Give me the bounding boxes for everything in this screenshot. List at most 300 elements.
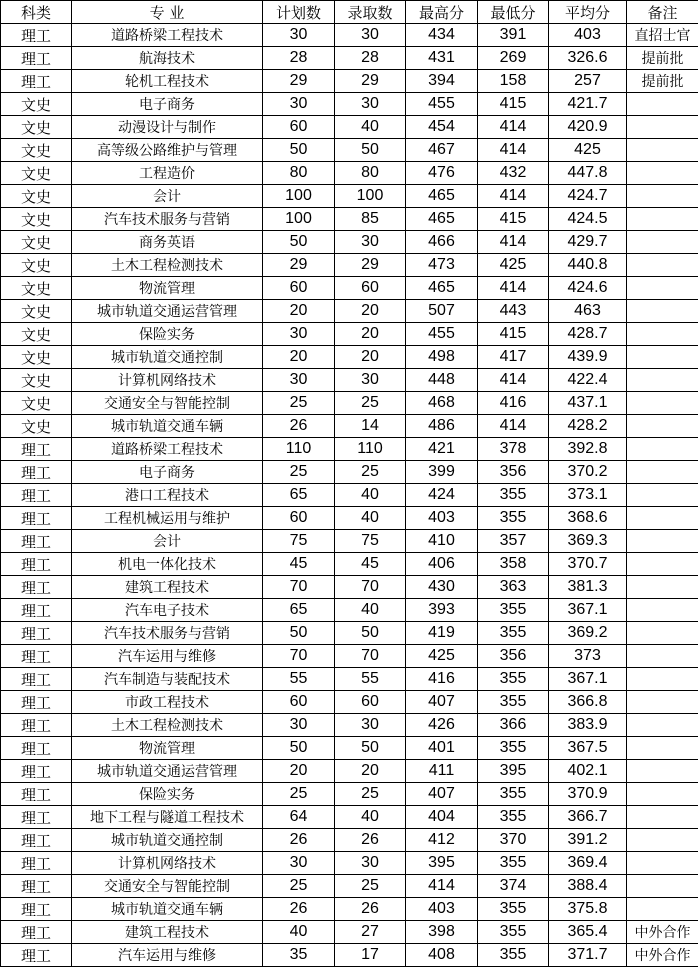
- cell-admitted-count: 28: [335, 47, 406, 70]
- cell-plan-count: 55: [263, 668, 335, 691]
- cell-average-score: 381.3: [549, 576, 627, 599]
- cell-category: 文史: [1, 93, 72, 116]
- cell-highest-score: 455: [406, 93, 478, 116]
- cell-plan-count: 20: [263, 760, 335, 783]
- cell-average-score: 366.8: [549, 691, 627, 714]
- cell-average-score: 424.6: [549, 277, 627, 300]
- cell-plan-count: 50: [263, 139, 335, 162]
- table-row: [1, 323, 698, 346]
- cell-remarks: [627, 369, 698, 392]
- cell-highest-score: 407: [406, 783, 478, 806]
- cell-plan-count: 60: [263, 277, 335, 300]
- cell-lowest-score: 414: [478, 185, 549, 208]
- cell-remarks: [627, 116, 698, 139]
- cell-highest-score: 476: [406, 162, 478, 185]
- cell-average-score: 369.4: [549, 852, 627, 875]
- cell-average-score: 402.1: [549, 760, 627, 783]
- cell-major: 汽车技术服务与营销: [72, 622, 263, 645]
- cell-plan-count: 26: [263, 829, 335, 852]
- cell-admitted-count: 110: [335, 438, 406, 461]
- cell-plan-count: 60: [263, 116, 335, 139]
- cell-category: 理工: [1, 461, 72, 484]
- cell-plan-count: 70: [263, 576, 335, 599]
- cell-admitted-count: 17: [335, 944, 406, 967]
- cell-average-score: 367.1: [549, 668, 627, 691]
- cell-remarks: [627, 829, 698, 852]
- cell-plan-count: 25: [263, 392, 335, 415]
- table-row: [1, 645, 698, 668]
- cell-admitted-count: 20: [335, 300, 406, 323]
- cell-highest-score: 403: [406, 898, 478, 921]
- cell-average-score: 392.8: [549, 438, 627, 461]
- cell-highest-score: 424: [406, 484, 478, 507]
- cell-lowest-score: 355: [478, 668, 549, 691]
- cell-lowest-score: 356: [478, 461, 549, 484]
- cell-highest-score: 465: [406, 185, 478, 208]
- cell-average-score: 463: [549, 300, 627, 323]
- cell-admitted-count: 30: [335, 852, 406, 875]
- cell-average-score: 366.7: [549, 806, 627, 829]
- cell-category: 理工: [1, 507, 72, 530]
- cell-remarks: 中外合作: [627, 921, 698, 944]
- cell-admitted-count: 20: [335, 760, 406, 783]
- cell-highest-score: 473: [406, 254, 478, 277]
- cell-highest-score: 416: [406, 668, 478, 691]
- cell-category: 理工: [1, 645, 72, 668]
- cell-average-score: 257: [549, 70, 627, 93]
- cell-category: 文史: [1, 116, 72, 139]
- cell-average-score: 371.7: [549, 944, 627, 967]
- cell-major: 电子商务: [72, 461, 263, 484]
- cell-category: 理工: [1, 944, 72, 967]
- cell-remarks: [627, 553, 698, 576]
- cell-highest-score: 425: [406, 645, 478, 668]
- cell-average-score: 373: [549, 645, 627, 668]
- table-row: [1, 300, 698, 323]
- cell-average-score: 424.7: [549, 185, 627, 208]
- cell-major: 城市轨道交通运营管理: [72, 300, 263, 323]
- cell-admitted-count: 45: [335, 553, 406, 576]
- cell-admitted-count: 30: [335, 714, 406, 737]
- cell-category: 文史: [1, 231, 72, 254]
- cell-category: 理工: [1, 898, 72, 921]
- cell-category: 文史: [1, 139, 72, 162]
- cell-plan-count: 28: [263, 47, 335, 70]
- table-row: [1, 208, 698, 231]
- cell-admitted-count: 40: [335, 507, 406, 530]
- cell-average-score: 373.1: [549, 484, 627, 507]
- cell-highest-score: 407: [406, 691, 478, 714]
- cell-lowest-score: 355: [478, 507, 549, 530]
- cell-major: 汽车电子技术: [72, 599, 263, 622]
- cell-major: 土木工程检测技术: [72, 714, 263, 737]
- cell-lowest-score: 415: [478, 93, 549, 116]
- cell-major: 工程机械运用与维护: [72, 507, 263, 530]
- cell-category: 文史: [1, 300, 72, 323]
- cell-remarks: [627, 852, 698, 875]
- cell-major: 城市轨道交通车辆: [72, 898, 263, 921]
- cell-plan-count: 64: [263, 806, 335, 829]
- cell-lowest-score: 269: [478, 47, 549, 70]
- cell-average-score: 447.8: [549, 162, 627, 185]
- cell-average-score: 367.5: [549, 737, 627, 760]
- cell-average-score: 370.2: [549, 461, 627, 484]
- cell-highest-score: 408: [406, 944, 478, 967]
- cell-lowest-score: 425: [478, 254, 549, 277]
- table-row: [1, 875, 698, 898]
- cell-lowest-score: 357: [478, 530, 549, 553]
- cell-highest-score: 414: [406, 875, 478, 898]
- cell-major: 道路桥梁工程技术: [72, 438, 263, 461]
- cell-category: 理工: [1, 875, 72, 898]
- cell-lowest-score: 414: [478, 231, 549, 254]
- cell-plan-count: 30: [263, 714, 335, 737]
- cell-major: 汽车运用与维修: [72, 944, 263, 967]
- cell-average-score: 428.2: [549, 415, 627, 438]
- cell-highest-score: 454: [406, 116, 478, 139]
- cell-remarks: [627, 530, 698, 553]
- table-row: [1, 783, 698, 806]
- cell-admitted-count: 29: [335, 254, 406, 277]
- cell-average-score: 421.7: [549, 93, 627, 116]
- cell-average-score: 428.7: [549, 323, 627, 346]
- cell-lowest-score: 432: [478, 162, 549, 185]
- cell-remarks: 提前批: [627, 70, 698, 93]
- cell-plan-count: 80: [263, 162, 335, 185]
- cell-lowest-score: 355: [478, 852, 549, 875]
- cell-major: 交通安全与智能控制: [72, 875, 263, 898]
- cell-admitted-count: 40: [335, 116, 406, 139]
- cell-highest-score: 412: [406, 829, 478, 852]
- cell-category: 理工: [1, 691, 72, 714]
- cell-highest-score: 465: [406, 208, 478, 231]
- cell-plan-count: 20: [263, 300, 335, 323]
- cell-average-score: 365.4: [549, 921, 627, 944]
- cell-plan-count: 40: [263, 921, 335, 944]
- cell-admitted-count: 25: [335, 461, 406, 484]
- table-row: [1, 369, 698, 392]
- cell-lowest-score: 443: [478, 300, 549, 323]
- cell-remarks: [627, 576, 698, 599]
- cell-admitted-count: 50: [335, 737, 406, 760]
- table-row: [1, 47, 698, 70]
- cell-lowest-score: 370: [478, 829, 549, 852]
- cell-lowest-score: 374: [478, 875, 549, 898]
- cell-admitted-count: 50: [335, 622, 406, 645]
- cell-lowest-score: 391: [478, 24, 549, 47]
- header-row: [1, 1, 698, 24]
- cell-category: 文史: [1, 369, 72, 392]
- cell-lowest-score: 355: [478, 622, 549, 645]
- cell-remarks: [627, 93, 698, 116]
- cell-lowest-score: 414: [478, 116, 549, 139]
- cell-plan-count: 25: [263, 875, 335, 898]
- cell-remarks: [627, 461, 698, 484]
- cell-remarks: [627, 254, 698, 277]
- cell-highest-score: 411: [406, 760, 478, 783]
- cell-plan-count: 50: [263, 737, 335, 760]
- cell-major: 轮机工程技术: [72, 70, 263, 93]
- cell-remarks: [627, 392, 698, 415]
- cell-admitted-count: 30: [335, 93, 406, 116]
- cell-admitted-count: 60: [335, 691, 406, 714]
- cell-lowest-score: 355: [478, 921, 549, 944]
- cell-major: 计算机网络技术: [72, 369, 263, 392]
- table-row: [1, 599, 698, 622]
- cell-lowest-score: 358: [478, 553, 549, 576]
- table-row: [1, 231, 698, 254]
- cell-average-score: 440.8: [549, 254, 627, 277]
- cell-category: 理工: [1, 760, 72, 783]
- cell-category: 理工: [1, 806, 72, 829]
- cell-remarks: [627, 484, 698, 507]
- table-row: [1, 185, 698, 208]
- table-row: [1, 116, 698, 139]
- cell-lowest-score: 355: [478, 737, 549, 760]
- cell-admitted-count: 25: [335, 875, 406, 898]
- table-row: [1, 760, 698, 783]
- cell-lowest-score: 378: [478, 438, 549, 461]
- cell-major: 会计: [72, 185, 263, 208]
- cell-major: 土木工程检测技术: [72, 254, 263, 277]
- cell-major: 机电一体化技术: [72, 553, 263, 576]
- cell-admitted-count: 20: [335, 323, 406, 346]
- cell-admitted-count: 70: [335, 645, 406, 668]
- cell-highest-score: 431: [406, 47, 478, 70]
- cell-highest-score: 410: [406, 530, 478, 553]
- cell-highest-score: 468: [406, 392, 478, 415]
- cell-category: 文史: [1, 392, 72, 415]
- cell-category: 文史: [1, 185, 72, 208]
- cell-lowest-score: 414: [478, 277, 549, 300]
- cell-lowest-score: 363: [478, 576, 549, 599]
- cell-admitted-count: 75: [335, 530, 406, 553]
- cell-admitted-count: 25: [335, 392, 406, 415]
- cell-remarks: [627, 691, 698, 714]
- cell-major: 城市轨道交通控制: [72, 829, 263, 852]
- cell-admitted-count: 30: [335, 369, 406, 392]
- cell-category: 理工: [1, 553, 72, 576]
- cell-category: 理工: [1, 668, 72, 691]
- cell-plan-count: 30: [263, 369, 335, 392]
- cell-average-score: 439.9: [549, 346, 627, 369]
- cell-admitted-count: 55: [335, 668, 406, 691]
- cell-remarks: 提前批: [627, 47, 698, 70]
- cell-average-score: 403: [549, 24, 627, 47]
- cell-major: 建筑工程技术: [72, 576, 263, 599]
- table-row: [1, 622, 698, 645]
- cell-major: 保险实务: [72, 323, 263, 346]
- cell-major: 物流管理: [72, 737, 263, 760]
- table-row: [1, 93, 698, 116]
- cell-highest-score: 403: [406, 507, 478, 530]
- table-row: [1, 461, 698, 484]
- cell-admitted-count: 40: [335, 599, 406, 622]
- cell-lowest-score: 355: [478, 484, 549, 507]
- cell-admitted-count: 60: [335, 277, 406, 300]
- table-row: [1, 944, 698, 967]
- cell-remarks: [627, 737, 698, 760]
- cell-highest-score: 401: [406, 737, 478, 760]
- cell-category: 文史: [1, 162, 72, 185]
- cell-major: 建筑工程技术: [72, 921, 263, 944]
- cell-highest-score: 404: [406, 806, 478, 829]
- cell-lowest-score: 355: [478, 783, 549, 806]
- table-row: [1, 530, 698, 553]
- cell-category: 理工: [1, 70, 72, 93]
- cell-remarks: [627, 231, 698, 254]
- cell-lowest-score: 158: [478, 70, 549, 93]
- table-row: [1, 254, 698, 277]
- header-average-score: 平均分: [549, 1, 627, 24]
- header-admitted-count: 录取数: [335, 1, 406, 24]
- cell-plan-count: 30: [263, 323, 335, 346]
- cell-remarks: [627, 714, 698, 737]
- table-row: [1, 737, 698, 760]
- cell-plan-count: 25: [263, 461, 335, 484]
- cell-category: 理工: [1, 24, 72, 47]
- header-lowest-score: 最低分: [478, 1, 549, 24]
- cell-plan-count: 45: [263, 553, 335, 576]
- cell-lowest-score: 366: [478, 714, 549, 737]
- table-row: [1, 484, 698, 507]
- cell-lowest-score: 414: [478, 369, 549, 392]
- cell-lowest-score: 414: [478, 415, 549, 438]
- cell-lowest-score: 416: [478, 392, 549, 415]
- cell-plan-count: 70: [263, 645, 335, 668]
- cell-plan-count: 35: [263, 944, 335, 967]
- cell-average-score: 429.7: [549, 231, 627, 254]
- table-row: [1, 24, 698, 47]
- cell-average-score: 326.6: [549, 47, 627, 70]
- cell-major: 港口工程技术: [72, 484, 263, 507]
- cell-remarks: [627, 645, 698, 668]
- header-remarks: 备注: [627, 1, 698, 24]
- cell-category: 理工: [1, 622, 72, 645]
- cell-highest-score: 498: [406, 346, 478, 369]
- cell-average-score: 420.9: [549, 116, 627, 139]
- table-row: [1, 277, 698, 300]
- cell-highest-score: 394: [406, 70, 478, 93]
- cell-remarks: [627, 277, 698, 300]
- cell-highest-score: 406: [406, 553, 478, 576]
- cell-major: 电子商务: [72, 93, 263, 116]
- cell-plan-count: 29: [263, 254, 335, 277]
- header-major: 专 业: [72, 1, 263, 24]
- cell-remarks: [627, 668, 698, 691]
- cell-remarks: [627, 806, 698, 829]
- cell-category: 文史: [1, 277, 72, 300]
- table-row: [1, 553, 698, 576]
- cell-plan-count: 110: [263, 438, 335, 461]
- cell-admitted-count: 26: [335, 898, 406, 921]
- cell-average-score: 391.2: [549, 829, 627, 852]
- cell-highest-score: 419: [406, 622, 478, 645]
- cell-highest-score: 395: [406, 852, 478, 875]
- cell-highest-score: 467: [406, 139, 478, 162]
- cell-category: 理工: [1, 921, 72, 944]
- table-row: [1, 898, 698, 921]
- cell-plan-count: 26: [263, 415, 335, 438]
- cell-highest-score: 448: [406, 369, 478, 392]
- cell-plan-count: 25: [263, 783, 335, 806]
- cell-plan-count: 60: [263, 691, 335, 714]
- cell-major: 高等级公路维护与管理: [72, 139, 263, 162]
- cell-highest-score: 430: [406, 576, 478, 599]
- table-row: [1, 139, 698, 162]
- cell-plan-count: 50: [263, 231, 335, 254]
- cell-category: 文史: [1, 254, 72, 277]
- cell-major: 商务英语: [72, 231, 263, 254]
- cell-category: 文史: [1, 415, 72, 438]
- cell-category: 理工: [1, 783, 72, 806]
- table-row: [1, 921, 698, 944]
- cell-plan-count: 100: [263, 208, 335, 231]
- table-row: [1, 829, 698, 852]
- cell-average-score: 375.8: [549, 898, 627, 921]
- header-highest-score: 最高分: [406, 1, 478, 24]
- cell-highest-score: 421: [406, 438, 478, 461]
- cell-plan-count: 29: [263, 70, 335, 93]
- cell-category: 理工: [1, 530, 72, 553]
- cell-average-score: 425: [549, 139, 627, 162]
- table-row: [1, 162, 698, 185]
- cell-admitted-count: 26: [335, 829, 406, 852]
- cell-lowest-score: 355: [478, 806, 549, 829]
- cell-remarks: [627, 875, 698, 898]
- cell-lowest-score: 414: [478, 139, 549, 162]
- cell-remarks: [627, 162, 698, 185]
- cell-average-score: 367.1: [549, 599, 627, 622]
- cell-category: 理工: [1, 47, 72, 70]
- cell-category: 理工: [1, 737, 72, 760]
- cell-remarks: [627, 323, 698, 346]
- cell-admitted-count: 30: [335, 231, 406, 254]
- cell-major: 汽车制造与装配技术: [72, 668, 263, 691]
- cell-admitted-count: 27: [335, 921, 406, 944]
- table-body: [1, 24, 698, 967]
- cell-highest-score: 398: [406, 921, 478, 944]
- cell-highest-score: 399: [406, 461, 478, 484]
- cell-admitted-count: 30: [335, 24, 406, 47]
- cell-admitted-count: 29: [335, 70, 406, 93]
- cell-average-score: 369.2: [549, 622, 627, 645]
- cell-major: 计算机网络技术: [72, 852, 263, 875]
- cell-major: 航海技术: [72, 47, 263, 70]
- cell-admitted-count: 80: [335, 162, 406, 185]
- cell-category: 理工: [1, 852, 72, 875]
- cell-highest-score: 507: [406, 300, 478, 323]
- cell-plan-count: 30: [263, 93, 335, 116]
- cell-average-score: 368.6: [549, 507, 627, 530]
- cell-average-score: 369.3: [549, 530, 627, 553]
- cell-plan-count: 65: [263, 599, 335, 622]
- cell-remarks: [627, 346, 698, 369]
- cell-average-score: 383.9: [549, 714, 627, 737]
- cell-category: 文史: [1, 323, 72, 346]
- cell-remarks: [627, 783, 698, 806]
- table-row: [1, 70, 698, 93]
- cell-major: 保险实务: [72, 783, 263, 806]
- cell-major: 道路桥梁工程技术: [72, 24, 263, 47]
- header-category: 科类: [1, 1, 72, 24]
- table-row: [1, 576, 698, 599]
- cell-category: 理工: [1, 576, 72, 599]
- cell-plan-count: 60: [263, 507, 335, 530]
- cell-remarks: [627, 507, 698, 530]
- cell-remarks: [627, 898, 698, 921]
- cell-remarks: [627, 438, 698, 461]
